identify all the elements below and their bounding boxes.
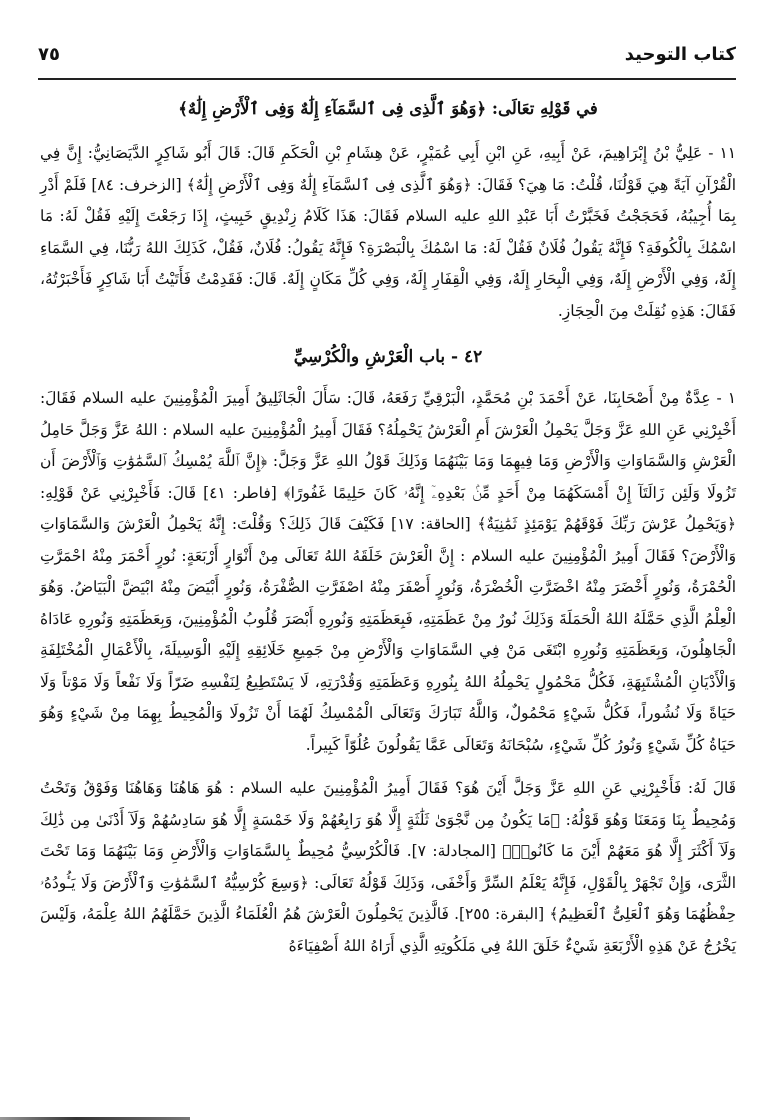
header-rule (38, 78, 736, 80)
book-title: كتاب التوحيد (624, 44, 736, 65)
hadith-1-paragraph: ١ - عِدَّةٌ مِنْ أَصْحَابِنَا، عَنْ أَحْمَدَ بْنِ مُحَمَّدٍ، الْبَرْقِيِّ رَفَعَهُ، قَالَ: سَأَلَ الْجَاثَلِيقُ أَمِيرَ الْمُؤْمِنِينَ عليه السلام فَقَالَ: أَخْبِرْنِي عَنِ اللهِ عَزَّ وَجَلَّ يَحْمِلُ الْعَرْشَ أَمِ الْعَرْشُ يَحْمِلُهُ؟ فَقَالَ أَمِيرُ الْمُؤْمِنِينَ عليه السلام : اللهُ عَزَّ وَجَلَّ حَامِلُ الْعَرْشِ وَالسَّمَاوَاتِ وَالْأَرْضِ وَمَا فِيهِمَا وَمَا بَيْنَهُمَا وَذَلِكَ قَوْلُ اللهِ عَزَّ وَجَلَّ: ﴿إِنَّ ٱللَّهَ يُمْسِكُ ٱلسَّمَٰوَٰتِ وَٱلْأَرْضَ أَن تَزُولَا وَلَئِن زَالَتَآ إِنْ أَمْسَكَهُمَا مِنْ أَحَدٍ مِّنۢ بَعْدِهِۦٓ إِنَّهُۥ كَانَ حَلِيمًا غَفُورًا﴾ [فاطر: ٤١] قَالَ: فَأَخْبِرْنِي عَنْ قَوْلِهِ: ﴿وَيَحْمِلُ عَرْشَ رَبِّكَ فَوْقَهُمْ يَوْمَئِذٍ ثَمَٰنِيَةٌ﴾ [الحاقة: ١٧] فَكَيْفَ قَالَ ذَلِكَ؟ وَقُلْتَ: إِنَّهُ يَحْمِلُ الْعَرْشَ وَالسَّمَاوَاتِ وَالْأَرْضَ؟ فَقَالَ أَمِيرُ الْمُؤْمِنِينَ عليه السلام : إِنَّ الْعَرْشَ خَلَقَهُ اللهُ تَعَالَى مِنْ أَنْوَارٍ أَرْبَعَةٍ: نُورٍ أَحْمَرَ مِنْهُ احْمَرَّتِ الْحُمْرَةُ، وَنُورٍ أَخْضَرَ مِنْهُ اخْضَرَّتِ الْخُضْرَةُ، وَنُورٍ أَصْفَرَ مِنْهُ اصْفَرَّتِ الصُّفْرَةُ، وَنُورٍ أَبْيَضَ مِنْهُ ابْيَضَّ الْبَيَاضُ. وَهُوَ الْعِلْمُ الَّذِي حَمَّلَهُ اللهُ الْحَمَلَةَ وَذَلِكَ نُورٌ مِنْ عَظَمَتِهِ، فَبِعَظَمَتِهِ وَنُورِهِ أَبْصَرَ قُلُوبُ الْمُؤْمِنِينَ، وَبِعَظَمَتِهِ وَنُورِهِ عَادَاهُ الْجَاهِلُونَ، وَبِعَظَمَتِهِ وَنُورِهِ ابْتَغَى مَنْ فِي السَّمَاوَاتِ وَالْأَرْضِ مِنْ جَمِيعِ خَلَائِقِهِ إِلَيْهِ الْوَسِيلَةَ، بِالْأَعْمَالِ الْمُخْتَلِفَةِ وَالْأَدْيَانِ الْمُشْتَبِهَةِ، فَكُلُّ مَحْمُولٍ يَحْمِلُهُ اللهُ بِنُورِهِ وَعَظَمَتِهِ وَقُدْرَتِهِ، لَا يَسْتَطِيعُ لِنَفْسِهِ ضَرّاً وَلَا نَفْعاً وَلَا مَوْتاً وَلَا حَيَاةً وَلَا نُشُوراً، فَكُلُّ شَيْءٍ مَحْمُولٌ، وَاللَّهُ تَبَارَكَ وَتَعَالَى الْمُمْسِكُ لَهُمَا أَنْ تَزُولَا وَالْمُحِيطُ بِهِمَا مِنْ شَيْءٍ وَهُوَ حَيَاةُ كُلِّ شَيْءٍ وَنُورُ كُلِّ شَيْءٍ، سُبْحَانَهُ وَتَعَالَى عَمَّا يَقُولُونَ عُلُوّاً كَبِيراً. (40, 389, 736, 754)
page-body (40, 92, 736, 962)
section-subheading: في قَوْلِهِ تعَالَى: ﴿وَهُوَ ٱلَّذِى فِى ٱلسَّمَآءِ إِلَٰهٌ وَفِى ٱلْأَرْضِ إِلَٰهٌ﴾ (178, 99, 598, 118)
hadith-1-continuation-paragraph: قَالَ لَهُ: فَأَخْبِرْنِي عَنِ اللهِ عَزَّ وَجَلَّ أَيْنَ هُوَ؟ فَقَالَ أَمِيرُ الْمُؤْمِنِينَ عليه السلام : هُوَ هَاهُنَا وَهَاهُنَا وَفَوْقُ وَتَحْتُ وَمُحِيطٌ بِنَا وَمَعَنَا وَهُوَ قَوْلُهُ: ﴿مَا يَكُونُ مِن نَّجْوَىٰ ثَلَٰثَةٍ إِلَّا هُوَ رَابِعُهُمْ وَلَا خَمْسَةٍ إِلَّا هُوَ سَادِسُهُمْ وَلَآ أَدْنَىٰ مِن ذَٰلِكَ وَلَآ أَكْثَرَ إِلَّا هُوَ مَعَهُمْ أَيْنَ مَا كَانُوا۟﴾ [المجادلة: ٧]. فَالْكُرْسِيُّ مُحِيطٌ بِالسَّمَاوَاتِ وَالْأَرْضِ وَمَا بَيْنَهُمَا وَمَا تَحْتَ الثَّرَى، وَإِنْ تَجْهَرْ بِالْقَوْلِ، فَإِنَّهُ يَعْلَمُ السِّرَّ وَأَخْفَى، وَذَلِكَ قَوْلُهُ تَعَالَى: ﴿وَسِعَ كُرْسِيُّهُ ٱلسَّمَٰوَٰتِ وَٱلْأَرْضَ وَلَا يَـُٔودُهُۥ حِفْظُهُمَا وَهُوَ ٱلْعَلِىُّ ٱلْعَظِيمُ﴾ [البقرة: ٢٥٥]. فَالَّذِينَ يَحْمِلُونَ الْعَرْشَ هُمُ الْعُلَمَاءُ الَّذِينَ حَمَّلَهُمُ اللهُ عِلْمَهُ، وَلَيْسَ يَخْرُجُ عَنْ هَذِهِ الْأَرْبَعَةِ شَيْءٌ خَلَقَ اللهُ فِي مَلَكُوتِهِ الَّذِي أَرَاهُ اللهُ أَصْفِيَاءَهُ (40, 779, 736, 955)
running-header (38, 44, 736, 70)
page-number: ٧٥ (38, 44, 60, 65)
chapter-heading: ٤٢ - باب الْعَرْشِ والْكُرْسِيِّ (293, 347, 483, 367)
hadith-11-paragraph: ١١ - عَلِيُّ بْنُ إِبْرَاهِيمَ، عَنْ أَبِيهِ، عَنِ ابْنِ أَبِي عُمَيْرٍ، عَنْ هِشَامِ بْنِ الْحَكَمِ قَالَ: قَالَ أَبُو شَاكِرٍ الدَّيَصَانِيُّ: إِنَّ فِي الْقُرْآنِ آيَةً هِيَ قَوْلُنَا، قُلْتُ: مَا هِيَ؟ فَقَالَ: ﴿وَهُوَ ٱلَّذِى فِى ٱلسَّمَآءِ إِلَٰهٌ وَفِى ٱلْأَرْضِ إِلَٰهٌ﴾ [الزخرف: ٨٤] فَلَمْ أَدْرِ بِمَا أُجِيبُهُ، فَحَجَجْتُ فَخَبَّرْتُ أَبَا عَبْدِ اللهِ عليه السلام فَقَالَ: هَذَا كَلَامُ زِنْدِيقٍ خَبِيثٍ، إِذَا رَجَعْتَ إِلَيْهِ فَقُلْ لَهُ: مَا اسْمُكَ بِالْكُوفَةِ؟ فَإِنَّهُ يَقُولُ فُلَانٌ فَقُلْ لَهُ: مَا اسْمُكَ بِالْبَصْرَةِ؟ فَإِنَّهُ يَقُولُ: فُلَانٌ، فَقُلْ، كَذَلِكَ اللهُ رَبُّنَا، فِي السَّمَاءِ إِلَهٌ، وَفِي الْأَرْضِ إِلَهٌ، وَفِي الْبِحَارِ إِلَهٌ، وَفِي الْقِفَارِ إِلَهٌ، وَفِي كُلِّ مَكَانٍ إِلَهٌ. قَالَ: فَقَدِمْتُ فَأَتَيْتُ أَبَا شَاكِرٍ فَأَخْبَرْتُهُ، فَقَالَ: هَذِهِ نُقِلَتْ مِنَ الْحِجَازِ. (40, 144, 736, 320)
